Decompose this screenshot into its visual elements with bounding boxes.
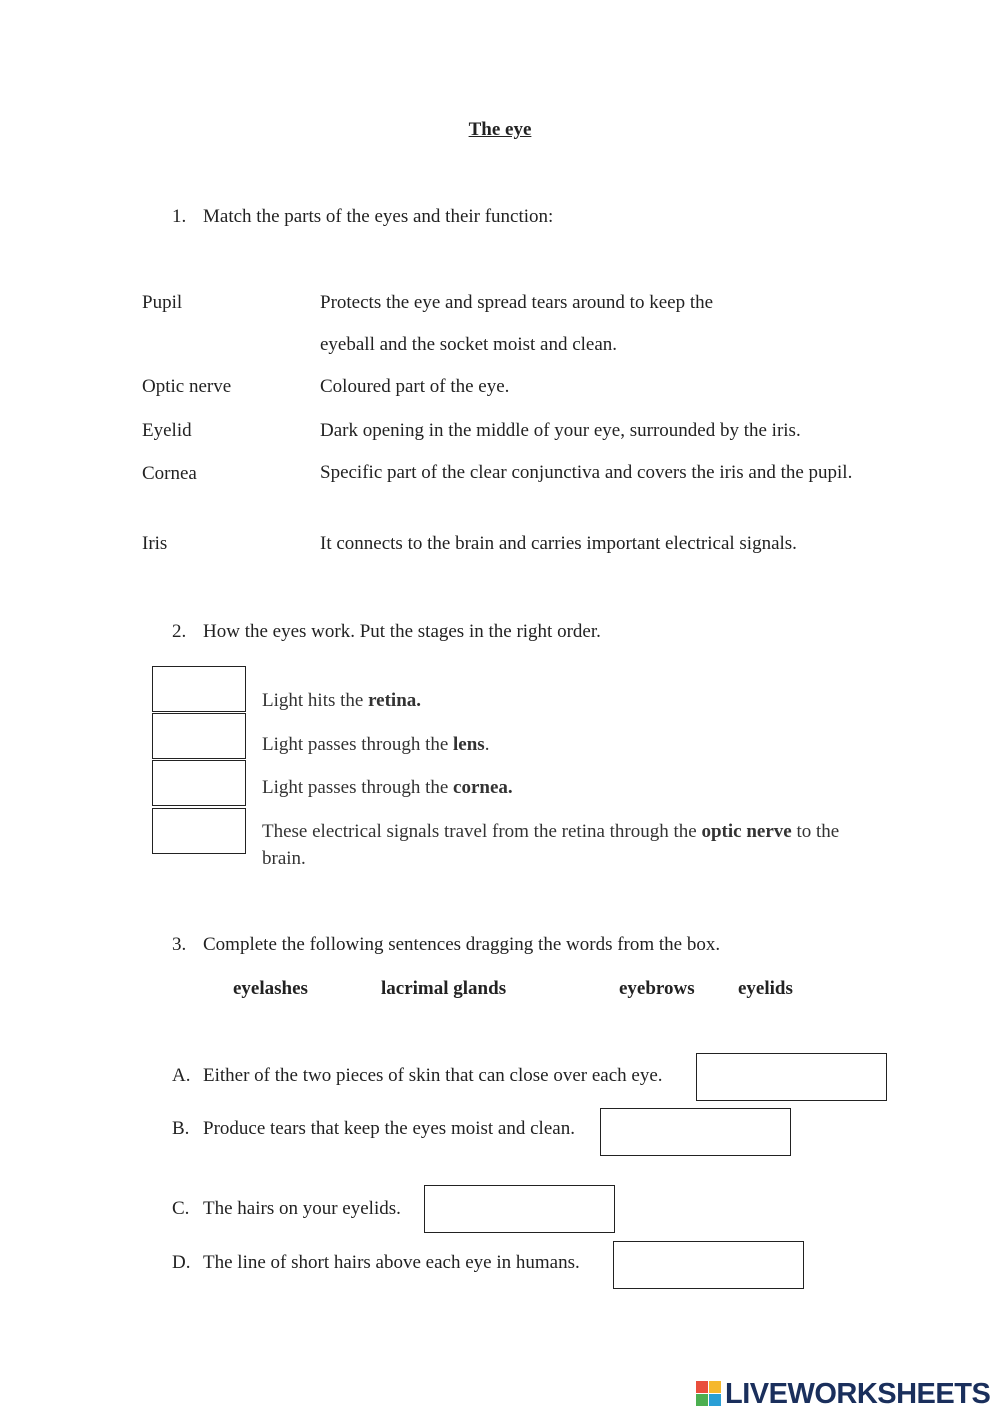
- stage-keyword: lens: [453, 734, 485, 755]
- stage-keyword: retina.: [368, 690, 422, 711]
- order-input-4[interactable]: [152, 808, 246, 854]
- sentence-letter-d: D.: [172, 1252, 191, 1273]
- part-iris[interactable]: Iris: [142, 533, 168, 554]
- logo-square-blue: [709, 1394, 721, 1406]
- stage-text: Light passes through the: [262, 734, 454, 755]
- stage-text-end: .: [484, 734, 490, 755]
- function-eyelid-line2[interactable]: eyeball and the socket moist and clean.: [320, 334, 618, 355]
- answer-box-d[interactable]: [613, 1241, 804, 1289]
- sentence-d: The line of short hairs above each eye in humans.: [203, 1252, 580, 1273]
- sentence-a: Either of the two pieces of skin that can close over each eye.: [203, 1065, 663, 1086]
- order-input-2[interactable]: [152, 713, 246, 759]
- liveworksheets-logo: [696, 1377, 990, 1411]
- stage-text-end: to the brain.: [262, 821, 840, 869]
- logo-square-green: [696, 1394, 708, 1406]
- stage-text: Light hits the: [262, 690, 369, 711]
- page-title: The eye: [468, 119, 532, 140]
- answer-box-a[interactable]: [696, 1053, 887, 1101]
- part-optic-nerve[interactable]: Optic nerve: [142, 376, 232, 397]
- part-cornea[interactable]: Cornea: [142, 463, 197, 484]
- stage-keyword: cornea.: [453, 777, 513, 798]
- logo-square-yellow: [709, 1381, 721, 1393]
- function-cornea[interactable]: Specific part of the clear conjunctiva and covers the iris and the pupil.: [320, 462, 853, 483]
- order-input-1[interactable]: [152, 666, 246, 712]
- logo-square-red: [696, 1381, 708, 1393]
- stage-text: These electrical signals travel from the retina through the: [262, 821, 702, 842]
- q2-number: 2.: [172, 621, 187, 642]
- sentence-letter-a: A.: [172, 1065, 191, 1086]
- word-eyebrows[interactable]: eyebrows: [619, 978, 695, 999]
- q1-number: 1.: [172, 206, 187, 227]
- order-input-3[interactable]: [152, 760, 246, 806]
- liveworksheets-logo-text: LIVEWORKSHEETS: [725, 1377, 991, 1410]
- function-optic-nerve[interactable]: It connects to the brain and carries important electrical signals.: [320, 533, 797, 554]
- sentence-c: The hairs on your eyelids.: [203, 1198, 401, 1219]
- q3-prompt: Complete the following sentences dragging the words from the box.: [203, 934, 721, 955]
- stage-cornea: [262, 777, 513, 799]
- word-eyelids[interactable]: eyelids: [738, 978, 793, 999]
- q2-prompt: How the eyes work. Put the stages in the right order.: [203, 621, 601, 642]
- stage-lens: [262, 734, 489, 756]
- stage-text: Light passes through the: [262, 777, 454, 798]
- function-eyelid-line1[interactable]: Protects the eye and spread tears around to keep the: [320, 292, 714, 313]
- stage-keyword: optic nerve: [701, 821, 792, 842]
- stage-retina: [262, 690, 421, 712]
- function-pupil[interactable]: Dark opening in the middle of your eye, surrounded by the iris.: [320, 420, 801, 441]
- answer-box-c[interactable]: [424, 1185, 615, 1233]
- sentence-b: Produce tears that keep the eyes moist and clean.: [203, 1118, 575, 1139]
- stage-optic-nerve: [262, 818, 862, 872]
- part-eyelid[interactable]: Eyelid: [142, 420, 192, 441]
- liveworksheets-logo-icon: [696, 1381, 722, 1407]
- word-eyelashes[interactable]: eyelashes: [233, 978, 308, 999]
- part-pupil[interactable]: Pupil: [142, 292, 183, 313]
- q1-prompt: Match the parts of the eyes and their function:: [203, 206, 554, 227]
- sentence-letter-b: B.: [172, 1118, 190, 1139]
- sentence-letter-c: C.: [172, 1198, 190, 1219]
- q3-number: 3.: [172, 934, 187, 955]
- word-lacrimal-glands[interactable]: lacrimal glands: [381, 978, 507, 999]
- answer-box-b[interactable]: [600, 1108, 791, 1156]
- function-iris[interactable]: Coloured part of the eye.: [320, 376, 510, 397]
